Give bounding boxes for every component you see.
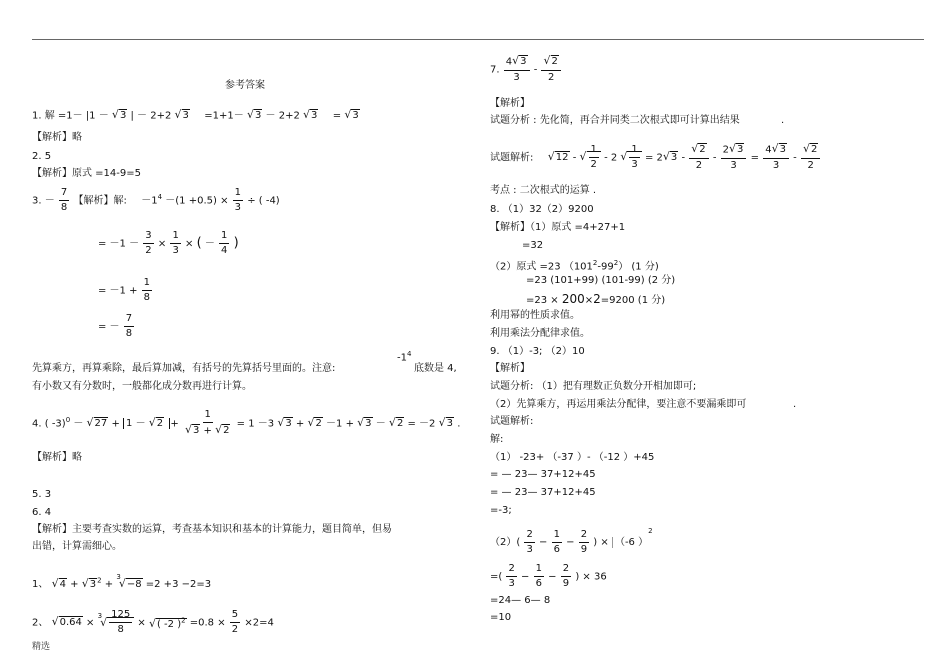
q9-part3: =( $\frac{2}{3}$ − $\frac{1}{6}$ − $\frac{2}{9}$ ) × 36 bbox=[490, 563, 607, 589]
q9-line-1: （1） -23+ （-37 ）- （-12 ）+45 bbox=[490, 452, 655, 463]
q9-line-2: = — 23— 37+12+45 bbox=[490, 469, 596, 480]
fraction: $\frac{3}{2}$ bbox=[145, 230, 152, 256]
fraction: $\frac{2}{9}$ bbox=[562, 563, 570, 589]
q7-analysis-dot: . bbox=[781, 115, 785, 126]
q8-jiexi-3: （2）原式 =23 $(101^2-99^2)$ (1 分) bbox=[490, 259, 659, 273]
q7-jiexi: 【解析】 bbox=[490, 98, 530, 109]
q9-line-4: =-3; bbox=[490, 505, 512, 516]
q9-analysis-2-dot: . bbox=[793, 399, 797, 410]
fraction: 1 √ 3 + √ 2 bbox=[183, 408, 233, 439]
q8-jiexi-2: =32 bbox=[522, 240, 544, 251]
q6-jiexi-line2: 出错，计算需细心。 bbox=[32, 541, 122, 552]
q9-line-3: = — 23— 37+12+45 bbox=[490, 487, 596, 498]
q7-analysis: 试题分析 : 先化简，再合并同类二次根式即可计算出结果 bbox=[490, 115, 740, 126]
q3-note-tail: 底数是 4, bbox=[414, 363, 457, 374]
fraction: $\frac{2}{3}$ bbox=[526, 528, 533, 555]
q4-line: 4. ( -3)$^0$ － √ 27 + 1 － √ 2 + 1 √ 3 + √ 2 = 1 －3 √ 3 + √ 2 －1 + √ 3 － √ 2 = －2 √ 3 . bbox=[32, 408, 460, 439]
fraction: $\frac{1}{3}$ bbox=[234, 187, 242, 213]
q3-step3: = － $\frac{7}{8}$ bbox=[98, 313, 133, 339]
fraction: $\frac{2}{9}$ bbox=[580, 528, 588, 555]
fraction: $\frac{1}{8}$ bbox=[143, 277, 151, 303]
q3-note-power: $-1^4$ bbox=[397, 350, 412, 364]
fraction: √ $\frac{2}{2}$ bbox=[541, 54, 560, 85]
q8-jiexi-7: 利用乘法分配律求值。 bbox=[490, 328, 590, 339]
fraction: $\frac{7}{8}$ bbox=[125, 313, 133, 339]
fraction: $\frac{2√ 3}{3}$ bbox=[721, 142, 747, 173]
fraction: √ $\frac{2}{2}$ bbox=[801, 142, 820, 173]
q9-jiexi: 【解析】 bbox=[490, 363, 530, 374]
q2-answer: 2. 5 bbox=[32, 151, 52, 162]
q7-kaodian: 考点 : 二次根式的运算 . bbox=[490, 185, 597, 196]
fraction: √ $\frac{1}{2}$ bbox=[590, 143, 597, 170]
q9-answer: 9. （1）-3; （2）10 bbox=[490, 346, 585, 357]
q8-jiexi-4: =23 (101+99) (101-99) (2 分) bbox=[526, 275, 676, 286]
extra1-line: 1、 √ 4 + √ $3^2 + ^3√ -8 =2 +3 -2=3$ bbox=[32, 570, 211, 592]
q9-jie: 解: bbox=[490, 434, 504, 445]
q9-part2: （2）( $\frac{2}{3}$ − $\frac{1}{6}$ − $\frac{2}{9}$ ) × （-6 ）$^2$ bbox=[490, 527, 653, 555]
q7-solution: 试题解析: √ 12 - √ $\frac{1}{2}$ - 2 √ $\frac{1}{3}$ = 2√ 3 - √ $\frac{2}{2}$ - $\frac{2√ 3}{3}$ = $\frac{4√ 3}{3}$ - √ $\frac{2}{2}$ bbox=[490, 142, 821, 173]
footer-label: 精选 bbox=[32, 642, 51, 652]
q1-jiexi: 【解析】略 bbox=[32, 132, 82, 143]
q3-note-line1: 先算乘方，再算乘除，最后算加减，有括号的先算括号里面的。注意: bbox=[32, 363, 336, 374]
q7-line: 7. $\frac{4√ 3}{3}$ - √ $\frac{2}{2}$ bbox=[490, 54, 562, 85]
fraction: $\frac{1}{6}$ bbox=[535, 563, 542, 589]
q5-answer: 5. 3 bbox=[32, 489, 52, 500]
q1-line: 1. 解 =1－ |1 － √ 3 | － 2+2 √ 3 =1+1－ √ 3 － 2+2 √ 3 = √ 3 bbox=[32, 108, 360, 124]
fraction: √ $\frac{2}{2}$ bbox=[689, 142, 708, 173]
q3-note-line2: 有小数又有分数时，一般都化成分数再进行计算。 bbox=[32, 381, 252, 392]
fraction: $\frac{1}{6}$ bbox=[553, 528, 560, 555]
q6-answer: 6. 4 bbox=[32, 507, 52, 518]
q8-jiexi-6: 利用幂的性质求值。 bbox=[490, 310, 580, 321]
q8-jiexi-5: =23 × 200×2=9200 (1 分) bbox=[526, 292, 666, 306]
fraction: $\frac{1}{3}$ bbox=[172, 230, 179, 256]
q9-analysis-2: （2）先算乘方，再运用乘法分配律，要注意不要漏乘即可 bbox=[490, 399, 747, 410]
q9-line-5: =24— 6— 8 bbox=[490, 595, 551, 606]
q6-jiexi-line1: 【解析】主要考查实数的运算，考查基本知识和基本的计算能力，题目简单，但易 bbox=[32, 524, 392, 535]
q9-line-6: =10 bbox=[490, 612, 512, 623]
q3-step2: = －1 + $\frac{1}{8}$ bbox=[98, 277, 151, 303]
fraction: $\frac{5}{2}$ bbox=[231, 609, 239, 635]
q8-jiexi-1: 【解析】（1）原式 =4+27+1 bbox=[490, 222, 626, 233]
fraction: √ $\frac{125}{8}$ bbox=[111, 609, 131, 635]
fraction: $\frac{2}{3}$ bbox=[508, 563, 515, 589]
q9-analysis-1: 试题分析: （1）把有理数正负数分开相加即可; bbox=[490, 381, 697, 392]
fraction: $\frac{4√ 3}{3}$ bbox=[763, 142, 789, 173]
q8-answer: 8. （1）32（2）9200 bbox=[490, 204, 594, 215]
top-rule bbox=[32, 39, 924, 40]
q3-line: 3. － $\frac{7}{8}$ 【解析】解: $-1^4 -(1 +0.5)$ × $\frac{1}{3}$ ÷ ( -4) bbox=[32, 187, 280, 213]
q2-jiexi: 【解析】原式 =14-9=5 bbox=[32, 168, 141, 179]
q4-jiexi: 【解析】略 bbox=[32, 452, 82, 463]
fraction: √ $\frac{1}{3}$ bbox=[631, 143, 638, 170]
q9-solution-label: 试题解析: bbox=[490, 416, 534, 427]
fraction: $\frac{4√ 3}{3}$ bbox=[504, 54, 530, 85]
extra2-line: 2、 √ 0.64 × $^3$ √ $\frac{125}{8}$ × √ ( -2 )$^2$ =0.8 × $\frac{5}{2}$ ×2=4 bbox=[32, 608, 274, 637]
page-title: 参考答案 bbox=[225, 80, 265, 91]
fraction: $\frac{7}{8}$ bbox=[60, 187, 68, 213]
fraction: $\frac{1}{4}$ bbox=[221, 230, 228, 256]
q3-step1: = －1 － $\frac{3}{2}$ × $\frac{1}{3}$ × ( － $\frac{1}{4}$ ) bbox=[98, 230, 239, 256]
